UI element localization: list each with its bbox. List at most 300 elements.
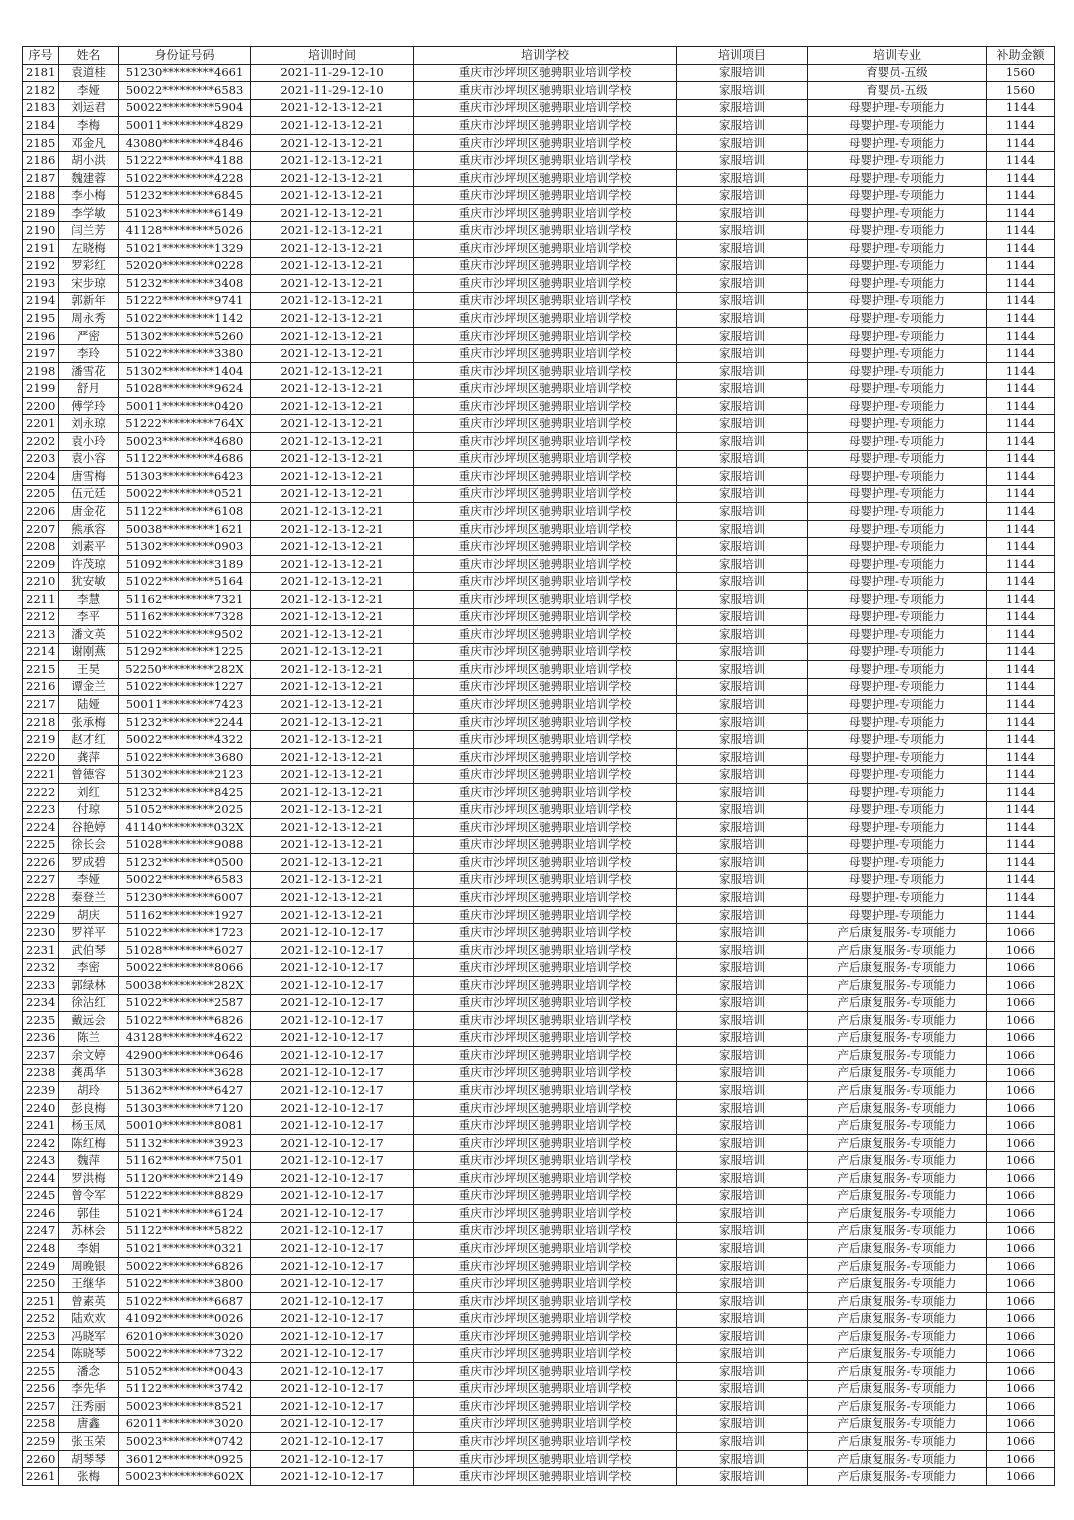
cell-training-school: 重庆市沙坪坝区驰骋职业培训学校 (414, 748, 677, 766)
cell-id-number: 50022*********5904 (119, 99, 251, 117)
cell-name: 周永秀 (59, 310, 119, 328)
cell-subsidy-amount: 1144 (987, 643, 1055, 661)
cell-id-number: 50011*********7423 (119, 696, 251, 714)
cell-training-major: 产后康复服务-专项能力 (808, 1012, 987, 1030)
cell-subsidy-amount: 1144 (987, 292, 1055, 310)
cell-training-school: 重庆市沙坪坝区驰骋职业培训学校 (414, 678, 677, 696)
cell-training-school: 重庆市沙坪坝区驰骋职业培训学校 (414, 1205, 677, 1223)
cell-name: 郭佳 (59, 1205, 119, 1223)
table-row (23, 924, 1055, 942)
cell-training-school: 重庆市沙坪坝区驰骋职业培训学校 (414, 626, 677, 644)
cell-training-time: 2021-12-10-12-17 (251, 1363, 414, 1381)
cell-subsidy-amount: 1144 (987, 327, 1055, 345)
cell-name: 罗祥平 (59, 924, 119, 942)
cell-training-school: 重庆市沙坪坝区驰骋职业培训学校 (414, 1468, 677, 1486)
cell-name: 伍元廷 (59, 485, 119, 503)
cell-name: 冯晓军 (59, 1327, 119, 1345)
cell-name: 付琼 (59, 801, 119, 819)
cell-id-number: 50022*********8066 (119, 959, 251, 977)
cell-seq: 2192 (23, 257, 59, 275)
table-row (23, 713, 1055, 731)
cell-seq: 2254 (23, 1345, 59, 1363)
table-row (23, 994, 1055, 1012)
cell-name: 潘雪花 (59, 362, 119, 380)
cell-seq: 2238 (23, 1064, 59, 1082)
cell-seq: 2218 (23, 713, 59, 731)
cell-subsidy-amount: 1144 (987, 748, 1055, 766)
cell-training-major: 母婴护理-专项能力 (808, 117, 987, 135)
cell-training-time: 2021-12-13-12-21 (251, 871, 414, 889)
cell-subsidy-amount: 1144 (987, 854, 1055, 872)
cell-seq: 2224 (23, 819, 59, 837)
cell-training-time: 2021-12-13-12-21 (251, 134, 414, 152)
cell-training-project: 家服培训 (677, 696, 808, 714)
cell-training-school: 重庆市沙坪坝区驰骋职业培训学校 (414, 643, 677, 661)
cell-name: 徐沾红 (59, 994, 119, 1012)
cell-name: 舒月 (59, 380, 119, 398)
cell-name: 张梅 (59, 1468, 119, 1486)
cell-training-major: 母婴护理-专项能力 (808, 643, 987, 661)
cell-seq: 2241 (23, 1117, 59, 1135)
table-row (23, 1450, 1055, 1468)
cell-training-major: 育婴员-五级 (808, 64, 987, 82)
cell-subsidy-amount: 1144 (987, 99, 1055, 117)
table-row (23, 626, 1055, 644)
cell-seq: 2246 (23, 1205, 59, 1223)
cell-training-time: 2021-12-10-12-17 (251, 1134, 414, 1152)
cell-training-major: 产后康复服务-专项能力 (808, 1099, 987, 1117)
cell-training-project: 家服培训 (677, 1047, 808, 1065)
cell-name: 潘文英 (59, 626, 119, 644)
cell-seq: 2219 (23, 731, 59, 749)
cell-id-number: 50023*********0742 (119, 1433, 251, 1451)
cell-training-major: 母婴护理-专项能力 (808, 397, 987, 415)
cell-id-number: 51120*********2149 (119, 1170, 251, 1188)
cell-training-time: 2021-12-13-12-21 (251, 503, 414, 521)
cell-training-school: 重庆市沙坪坝区驰骋职业培训学校 (414, 503, 677, 521)
cell-training-project: 家服培训 (677, 450, 808, 468)
cell-training-time: 2021-12-13-12-21 (251, 713, 414, 731)
cell-name: 龚禹华 (59, 1064, 119, 1082)
cell-training-major: 母婴护理-专项能力 (808, 590, 987, 608)
cell-training-time: 2021-12-13-12-21 (251, 240, 414, 258)
cell-name: 李娅 (59, 871, 119, 889)
cell-seq: 2190 (23, 222, 59, 240)
cell-training-time: 2021-12-10-12-17 (251, 1152, 414, 1170)
table-row (23, 169, 1055, 187)
table-row (23, 748, 1055, 766)
cell-id-number: 51052*********2025 (119, 801, 251, 819)
cell-seq: 2198 (23, 362, 59, 380)
cell-training-project: 家服培训 (677, 520, 808, 538)
cell-training-time: 2021-12-10-12-17 (251, 1275, 414, 1293)
cell-training-school: 重庆市沙坪坝区驰骋职业培训学校 (414, 275, 677, 293)
cell-seq: 2215 (23, 661, 59, 679)
cell-training-major: 母婴护理-专项能力 (808, 766, 987, 784)
cell-subsidy-amount: 1066 (987, 1152, 1055, 1170)
cell-id-number: 51132*********3923 (119, 1134, 251, 1152)
cell-training-project: 家服培训 (677, 380, 808, 398)
cell-subsidy-amount: 1144 (987, 152, 1055, 170)
cell-training-major: 产后康复服务-专项能力 (808, 924, 987, 942)
cell-id-number: 51303*********6423 (119, 468, 251, 486)
cell-training-project: 家服培训 (677, 836, 808, 854)
cell-subsidy-amount: 1144 (987, 380, 1055, 398)
cell-name: 魏萍 (59, 1152, 119, 1170)
cell-name: 苏林会 (59, 1222, 119, 1240)
table-row (23, 1170, 1055, 1188)
cell-training-time: 2021-12-10-12-17 (251, 1327, 414, 1345)
cell-seq: 2223 (23, 801, 59, 819)
table-row (23, 362, 1055, 380)
cell-training-time: 2021-12-13-12-21 (251, 204, 414, 222)
cell-id-number: 51122*********6108 (119, 503, 251, 521)
cell-subsidy-amount: 1066 (987, 1240, 1055, 1258)
cell-training-project: 家服培训 (677, 257, 808, 275)
cell-training-major: 母婴护理-专项能力 (808, 327, 987, 345)
cell-training-project: 家服培训 (677, 1363, 808, 1381)
cell-training-project: 家服培训 (677, 538, 808, 556)
cell-subsidy-amount: 1066 (987, 976, 1055, 994)
cell-training-major: 母婴护理-专项能力 (808, 906, 987, 924)
cell-training-project: 家服培训 (677, 871, 808, 889)
cell-training-school: 重庆市沙坪坝区驰骋职业培训学校 (414, 468, 677, 486)
cell-training-school: 重庆市沙坪坝区驰骋职业培训学校 (414, 1029, 677, 1047)
cell-training-school: 重庆市沙坪坝区驰骋职业培训学校 (414, 1310, 677, 1328)
cell-subsidy-amount: 1066 (987, 1450, 1055, 1468)
cell-training-project: 家服培训 (677, 819, 808, 837)
cell-subsidy-amount: 1066 (987, 1327, 1055, 1345)
cell-training-time: 2021-12-10-12-17 (251, 1029, 414, 1047)
cell-training-school: 重庆市沙坪坝区驰骋职业培训学校 (414, 362, 677, 380)
cell-training-project: 家服培训 (677, 1380, 808, 1398)
cell-name: 谢刚燕 (59, 643, 119, 661)
table-row (23, 503, 1055, 521)
cell-name: 唐鑫 (59, 1415, 119, 1433)
cell-training-time: 2021-12-10-12-17 (251, 924, 414, 942)
cell-training-school: 重庆市沙坪坝区驰骋职业培训学校 (414, 555, 677, 573)
cell-training-time: 2021-12-13-12-21 (251, 555, 414, 573)
cell-seq: 2183 (23, 99, 59, 117)
cell-training-time: 2021-12-13-12-21 (251, 292, 414, 310)
cell-name: 赵才红 (59, 731, 119, 749)
cell-training-time: 2021-12-13-12-21 (251, 222, 414, 240)
cell-training-major: 母婴护理-专项能力 (808, 275, 987, 293)
cell-training-school: 重庆市沙坪坝区驰骋职业培训学校 (414, 1275, 677, 1293)
cell-subsidy-amount: 1066 (987, 1117, 1055, 1135)
cell-name: 王继华 (59, 1275, 119, 1293)
cell-training-project: 家服培训 (677, 292, 808, 310)
cell-id-number: 51022*********1142 (119, 310, 251, 328)
cell-name: 宋步琼 (59, 275, 119, 293)
cell-training-project: 家服培训 (677, 906, 808, 924)
cell-training-school: 重庆市沙坪坝区驰骋职业培训学校 (414, 152, 677, 170)
cell-id-number: 51022*********1723 (119, 924, 251, 942)
cell-training-time: 2021-12-13-12-21 (251, 450, 414, 468)
cell-training-school: 重庆市沙坪坝区驰骋职业培训学校 (414, 1240, 677, 1258)
cell-training-school: 重庆市沙坪坝区驰骋职业培训学校 (414, 1433, 677, 1451)
table-row (23, 1134, 1055, 1152)
cell-training-time: 2021-12-10-12-17 (251, 1047, 414, 1065)
cell-subsidy-amount: 1066 (987, 1415, 1055, 1433)
cell-training-time: 2021-12-10-12-17 (251, 1257, 414, 1275)
header-training-project: 培训项目 (677, 47, 808, 65)
cell-subsidy-amount: 1144 (987, 450, 1055, 468)
table-row (23, 1205, 1055, 1223)
cell-subsidy-amount: 1560 (987, 64, 1055, 82)
cell-subsidy-amount: 1144 (987, 871, 1055, 889)
cell-id-number: 50022*********6583 (119, 82, 251, 100)
cell-training-project: 家服培训 (677, 64, 808, 82)
table-row (23, 468, 1055, 486)
cell-name: 刘运君 (59, 99, 119, 117)
cell-id-number: 62011*********3020 (119, 1415, 251, 1433)
cell-name: 许茂琼 (59, 555, 119, 573)
cell-id-number: 51302*********1404 (119, 362, 251, 380)
cell-name: 郭新年 (59, 292, 119, 310)
table-row (23, 1363, 1055, 1381)
cell-training-school: 重庆市沙坪坝区驰骋职业培训学校 (414, 1363, 677, 1381)
cell-training-time: 2021-12-13-12-21 (251, 573, 414, 591)
table-row (23, 380, 1055, 398)
cell-subsidy-amount: 1066 (987, 1047, 1055, 1065)
cell-training-major: 产后康复服务-专项能力 (808, 1415, 987, 1433)
cell-id-number: 51022*********2587 (119, 994, 251, 1012)
cell-name: 张承梅 (59, 713, 119, 731)
cell-training-time: 2021-12-10-12-17 (251, 1380, 414, 1398)
cell-training-school: 重庆市沙坪坝区驰骋职业培训学校 (414, 204, 677, 222)
cell-seq: 2204 (23, 468, 59, 486)
cell-training-project: 家服培训 (677, 1292, 808, 1310)
cell-name: 彭良梅 (59, 1099, 119, 1117)
cell-name: 曾令军 (59, 1187, 119, 1205)
cell-training-major: 母婴护理-专项能力 (808, 362, 987, 380)
cell-name: 胡玲 (59, 1082, 119, 1100)
cell-training-project: 家服培训 (677, 345, 808, 363)
cell-training-major: 产后康复服务-专项能力 (808, 1029, 987, 1047)
cell-training-time: 2021-12-10-12-17 (251, 994, 414, 1012)
cell-name: 潘念 (59, 1363, 119, 1381)
cell-id-number: 36012*********0925 (119, 1450, 251, 1468)
cell-seq: 2251 (23, 1292, 59, 1310)
table-row (23, 520, 1055, 538)
cell-seq: 2187 (23, 169, 59, 187)
cell-subsidy-amount: 1144 (987, 169, 1055, 187)
table-row (23, 1152, 1055, 1170)
cell-name: 魏建蓉 (59, 169, 119, 187)
cell-training-project: 家服培训 (677, 1064, 808, 1082)
table-row (23, 433, 1055, 451)
table-row (23, 1433, 1055, 1451)
cell-subsidy-amount: 1144 (987, 713, 1055, 731)
cell-training-major: 母婴护理-专项能力 (808, 169, 987, 187)
cell-seq: 2239 (23, 1082, 59, 1100)
cell-training-project: 家服培训 (677, 99, 808, 117)
cell-training-school: 重庆市沙坪坝区驰骋职业培训学校 (414, 380, 677, 398)
cell-training-project: 家服培训 (677, 1275, 808, 1293)
cell-training-school: 重庆市沙坪坝区驰骋职业培训学校 (414, 1047, 677, 1065)
cell-id-number: 51023*********6149 (119, 204, 251, 222)
table-row (23, 1415, 1055, 1433)
cell-training-time: 2021-12-10-12-17 (251, 941, 414, 959)
header-training-major: 培训专业 (808, 47, 987, 65)
table-row (23, 1047, 1055, 1065)
cell-training-project: 家服培训 (677, 1029, 808, 1047)
cell-training-project: 家服培训 (677, 134, 808, 152)
cell-subsidy-amount: 1144 (987, 801, 1055, 819)
cell-training-school: 重庆市沙坪坝区驰骋职业培训学校 (414, 941, 677, 959)
cell-training-project: 家服培训 (677, 152, 808, 170)
table-row (23, 310, 1055, 328)
cell-seq: 2202 (23, 433, 59, 451)
cell-seq: 2195 (23, 310, 59, 328)
table-row (23, 1064, 1055, 1082)
cell-id-number: 51222*********4188 (119, 152, 251, 170)
cell-subsidy-amount: 1144 (987, 608, 1055, 626)
table-row (23, 415, 1055, 433)
cell-training-time: 2021-12-13-12-21 (251, 327, 414, 345)
cell-id-number: 51022*********9502 (119, 626, 251, 644)
cell-training-project: 家服培训 (677, 713, 808, 731)
cell-training-school: 重庆市沙坪坝区驰骋职业培训学校 (414, 766, 677, 784)
table-row (23, 941, 1055, 959)
cell-training-time: 2021-12-13-12-21 (251, 99, 414, 117)
cell-subsidy-amount: 1144 (987, 468, 1055, 486)
cell-training-major: 产后康复服务-专项能力 (808, 1047, 987, 1065)
cell-id-number: 41092*********0026 (119, 1310, 251, 1328)
cell-training-project: 家服培训 (677, 240, 808, 258)
cell-training-school: 重庆市沙坪坝区驰骋职业培训学校 (414, 1099, 677, 1117)
cell-training-time: 2021-12-13-12-21 (251, 626, 414, 644)
cell-training-time: 2021-12-13-12-21 (251, 854, 414, 872)
cell-training-time: 2021-12-10-12-17 (251, 976, 414, 994)
cell-training-time: 2021-12-10-12-17 (251, 1187, 414, 1205)
cell-subsidy-amount: 1144 (987, 819, 1055, 837)
cell-subsidy-amount: 1144 (987, 678, 1055, 696)
cell-training-time: 2021-12-10-12-17 (251, 1398, 414, 1416)
cell-id-number: 51021*********1329 (119, 240, 251, 258)
cell-name: 傅学玲 (59, 397, 119, 415)
cell-training-project: 家服培训 (677, 275, 808, 293)
cell-training-school: 重庆市沙坪坝区驰骋职业培训学校 (414, 187, 677, 205)
cell-training-major: 母婴护理-专项能力 (808, 310, 987, 328)
cell-name: 张玉荣 (59, 1433, 119, 1451)
cell-training-project: 家服培训 (677, 608, 808, 626)
cell-training-school: 重庆市沙坪坝区驰骋职业培训学校 (414, 1082, 677, 1100)
cell-id-number: 51232*********3408 (119, 275, 251, 293)
cell-subsidy-amount: 1144 (987, 836, 1055, 854)
cell-subsidy-amount: 1144 (987, 503, 1055, 521)
table-row (23, 889, 1055, 907)
cell-training-school: 重庆市沙坪坝区驰骋职业培训学校 (414, 573, 677, 591)
cell-id-number: 51302*********5260 (119, 327, 251, 345)
cell-training-major: 母婴护理-专项能力 (808, 99, 987, 117)
cell-id-number: 51122*********5822 (119, 1222, 251, 1240)
cell-seq: 2227 (23, 871, 59, 889)
cell-name: 罗成碧 (59, 854, 119, 872)
cell-subsidy-amount: 1144 (987, 415, 1055, 433)
cell-subsidy-amount: 1066 (987, 1345, 1055, 1363)
table-row (23, 1345, 1055, 1363)
cell-id-number: 43080*********4846 (119, 134, 251, 152)
cell-training-project: 家服培训 (677, 1398, 808, 1416)
cell-training-project: 家服培训 (677, 117, 808, 135)
cell-name: 龚萍 (59, 748, 119, 766)
cell-seq: 2201 (23, 415, 59, 433)
cell-seq: 2228 (23, 889, 59, 907)
cell-training-major: 母婴护理-专项能力 (808, 134, 987, 152)
cell-name: 杨玉凤 (59, 1117, 119, 1135)
cell-training-major: 母婴护理-专项能力 (808, 678, 987, 696)
cell-training-time: 2021-12-10-12-17 (251, 1205, 414, 1223)
cell-seq: 2206 (23, 503, 59, 521)
cell-training-time: 2021-12-13-12-21 (251, 468, 414, 486)
cell-name: 李娅 (59, 82, 119, 100)
cell-id-number: 51022*********4228 (119, 169, 251, 187)
cell-seq: 2253 (23, 1327, 59, 1345)
cell-name: 左晓梅 (59, 240, 119, 258)
cell-name: 武伯琴 (59, 941, 119, 959)
cell-training-school: 重庆市沙坪坝区驰骋职业培训学校 (414, 976, 677, 994)
table-row (23, 801, 1055, 819)
cell-training-school: 重庆市沙坪坝区驰骋职业培训学校 (414, 257, 677, 275)
cell-name: 罗彩红 (59, 257, 119, 275)
cell-training-school: 重庆市沙坪坝区驰骋职业培训学校 (414, 783, 677, 801)
cell-training-school: 重庆市沙坪坝区驰骋职业培训学校 (414, 1152, 677, 1170)
cell-training-school: 重庆市沙坪坝区驰骋职业培训学校 (414, 99, 677, 117)
table-row (23, 1082, 1055, 1100)
cell-training-project: 家服培训 (677, 731, 808, 749)
cell-seq: 2226 (23, 854, 59, 872)
cell-training-project: 家服培训 (677, 1433, 808, 1451)
cell-subsidy-amount: 1066 (987, 1012, 1055, 1030)
cell-name: 李先华 (59, 1380, 119, 1398)
cell-subsidy-amount: 1144 (987, 626, 1055, 644)
cell-training-school: 重庆市沙坪坝区驰骋职业培训学校 (414, 134, 677, 152)
table-row (23, 64, 1055, 82)
cell-training-major: 母婴护理-专项能力 (808, 573, 987, 591)
cell-training-project: 家服培训 (677, 222, 808, 240)
cell-training-time: 2021-12-13-12-21 (251, 310, 414, 328)
cell-training-project: 家服培训 (677, 1468, 808, 1486)
cell-seq: 2208 (23, 538, 59, 556)
cell-seq: 2184 (23, 117, 59, 135)
cell-training-project: 家服培训 (677, 941, 808, 959)
cell-subsidy-amount: 1066 (987, 1292, 1055, 1310)
cell-training-major: 母婴护理-专项能力 (808, 731, 987, 749)
cell-training-major: 产后康复服务-专项能力 (808, 959, 987, 977)
cell-seq: 2209 (23, 555, 59, 573)
cell-name: 谷艳婷 (59, 819, 119, 837)
cell-seq: 2220 (23, 748, 59, 766)
cell-training-school: 重庆市沙坪坝区驰骋职业培训学校 (414, 292, 677, 310)
cell-name: 袁小玲 (59, 433, 119, 451)
cell-subsidy-amount: 1560 (987, 82, 1055, 100)
table-row (23, 1222, 1055, 1240)
cell-training-major: 母婴护理-专项能力 (808, 555, 987, 573)
cell-name: 犹安敏 (59, 573, 119, 591)
table-row (23, 292, 1055, 310)
cell-training-school: 重庆市沙坪坝区驰骋职业培训学校 (414, 1134, 677, 1152)
cell-training-time: 2021-12-10-12-17 (251, 1310, 414, 1328)
cell-training-school: 重庆市沙坪坝区驰骋职业培训学校 (414, 924, 677, 942)
cell-training-project: 家服培训 (677, 1415, 808, 1433)
cell-training-time: 2021-11-29-12-10 (251, 64, 414, 82)
table-row (23, 1292, 1055, 1310)
cell-seq: 2225 (23, 836, 59, 854)
cell-training-major: 产后康复服务-专项能力 (808, 1064, 987, 1082)
cell-training-major: 产后康复服务-专项能力 (808, 1275, 987, 1293)
